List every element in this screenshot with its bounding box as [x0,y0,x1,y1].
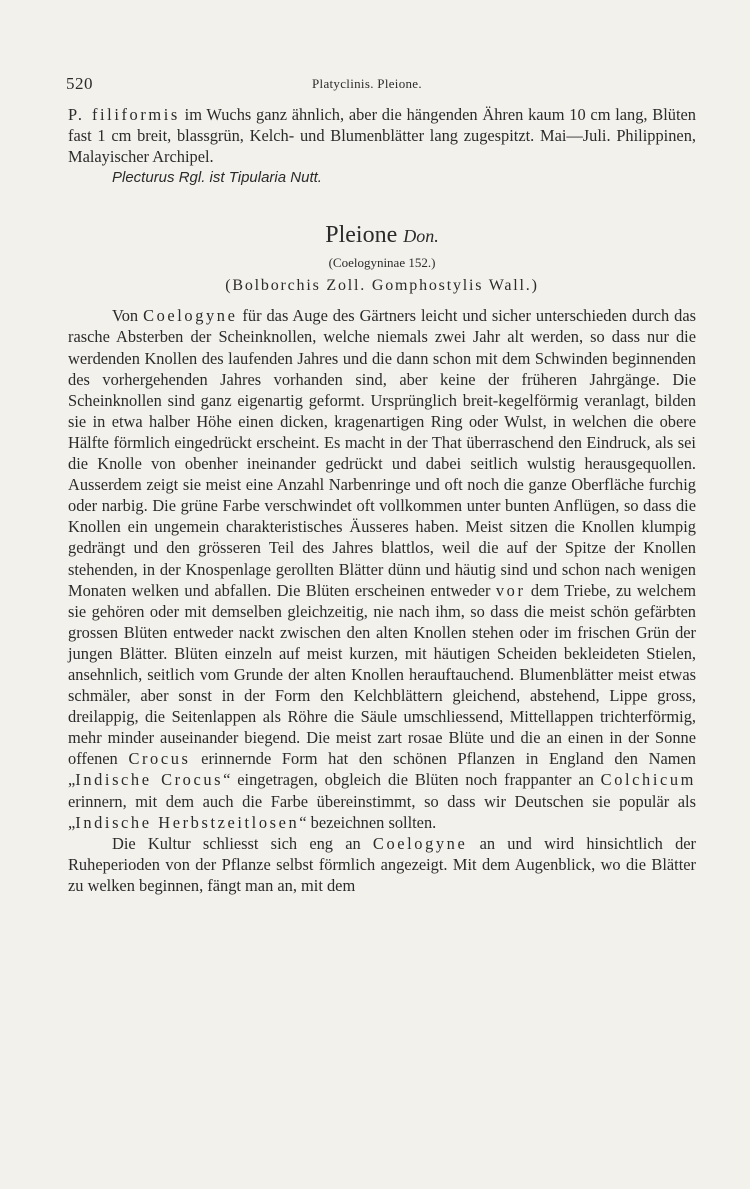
genus-name: Pleione [325,222,398,249]
species-name: P. filiformis [68,105,180,124]
page-number: 520 [66,74,93,93]
text-run: Von [112,306,144,326]
running-title: Platyclinis. Pleione. [312,76,422,91]
page-body [68,104,696,896]
culture-paragraph [68,833,696,896]
text-run: für das Auge des Gärtners leicht und sicher unterschieden durch das rasche Absterben der Scheinknollen, welche niemals zwei Jahr alt werden, so dass nur die werdenden Knollen des laufenden Jahres und die dann schon mit dem Schwinden beginnenden des vorhergehenden Jahres vorhanden sind, aber keine der früheren Jahrgänge. Die Scheinknollen sind ganz eigenartig geformt. Ursprünglich breit-kegelförmig veranlagt, bilden sie in etwa halber Höhe einen dicken, kragenartigen Ring oder Wulst, in welchen die obere Hälfte förmlich eingedrückt erscheint. Es macht in der That überraschend den Eindruck, als sei die Knolle von obenher ineinander gedrückt und dabei seitlich wulstig herausgequollen. Ausserdem zeigt sie meist eine Anzahl Narbenringe und oft noch die ganze Oberfläche furchig oder narbig. Die grüne Farbe verschwindet oft vollkommen unter bunten Anflügen, so dass die Knollen ein ungemein charakteristisches Äusseres haben. Meist sitzen die Knollen klumpig gedrängt und den grösseren Teil des Jahres blattlos, weil die auf der Spitze der Knollen stehenden, in der Knospenlage gerollten Blätter dünn und häutig sind und schon nach wenigen Monaten welken und abfallen. Die Blüten erscheinen entweder [68,306,696,600]
species-description: im Wuchs ganz ähnlich, aber die hängenden Ähren kaum 10 cm lang, Blüten fast 1 cm breit, blassgrün, Kelch- und Blumenblätter lang zugespitzt. Mai—Juli. Philippinen, Malayischer Archipel. [68,105,696,167]
spaced-term: Crocus [128,749,191,769]
genus-synonyms: (Bolborchis Zoll. Gomphostylis Wall.) [225,277,539,295]
text-run: dem Triebe, zu welchem sie gehören oder mit demselben gleichzeitig, nie nach ihm, so dass die meist schön gefärbten grossen Blüten entweder nackt zwischen den alten Knollen stehen oder im frischen Grün der jungen Blätter. Blüten einzeln auf meist kurzen, mit häutigen Scheiden bekleideten Stielen, ansehnlich, seitlich vom Grunde der alten Knollen herauftauchend. Blumenblätter meist etwas schmäler, aber sonst in der Form den Kelchblättern gleichend, abstehend, Lippe gross, dreilappig, die Seitenlappen als Röhre die Säule umschliessend, Mittellappen trichterförmig, mehr minder auseinander biegend. Die meist zart rosae Blüte und die an einen in der Sonne offenen [68,580,696,769]
spaced-term: Coelogyne [372,833,468,853]
spaced-term: Indische Crocus [75,770,224,790]
subtribe-reference: (Coelogyninae 152.) [328,255,436,271]
text-run: erinnern, mit dem auch die Farbe übereinstimmt, so dass wir Deutschen sie populär als „ [68,791,696,832]
text-run: “ eingetragen, obgleich die Blüten noch frappanter an [223,770,601,790]
spaced-term: Coelogyne [143,306,238,326]
spaced-term: vor [495,580,526,600]
spaced-term: Indische Herbstzeitlosen [75,812,300,832]
genus-author: Don. [403,226,439,247]
genus-heading [68,220,696,251]
text-run: Die Kultur schliesst sich eng an [112,833,373,853]
running-head [66,74,696,96]
spaced-term: Colchicum [600,770,696,790]
description-paragraph [68,305,696,832]
text-run: an und wird hinsichtlich der Ruheperioden von der Pflanze selbst förmlich angezeigt. Mit dem Augenblick, wo die Blätter zu welken beginnen, fängt man an, mit dem [68,833,696,895]
species-paragraph [68,104,696,167]
text-run: erinnernde Form hat den schönen Pflanzen in England den Namen „ [68,749,696,790]
text-run: “ bezeichnen sollten. [299,812,437,832]
synonym-note: Plecturus Rgl. ist Tipularia Nutt. [112,169,322,187]
